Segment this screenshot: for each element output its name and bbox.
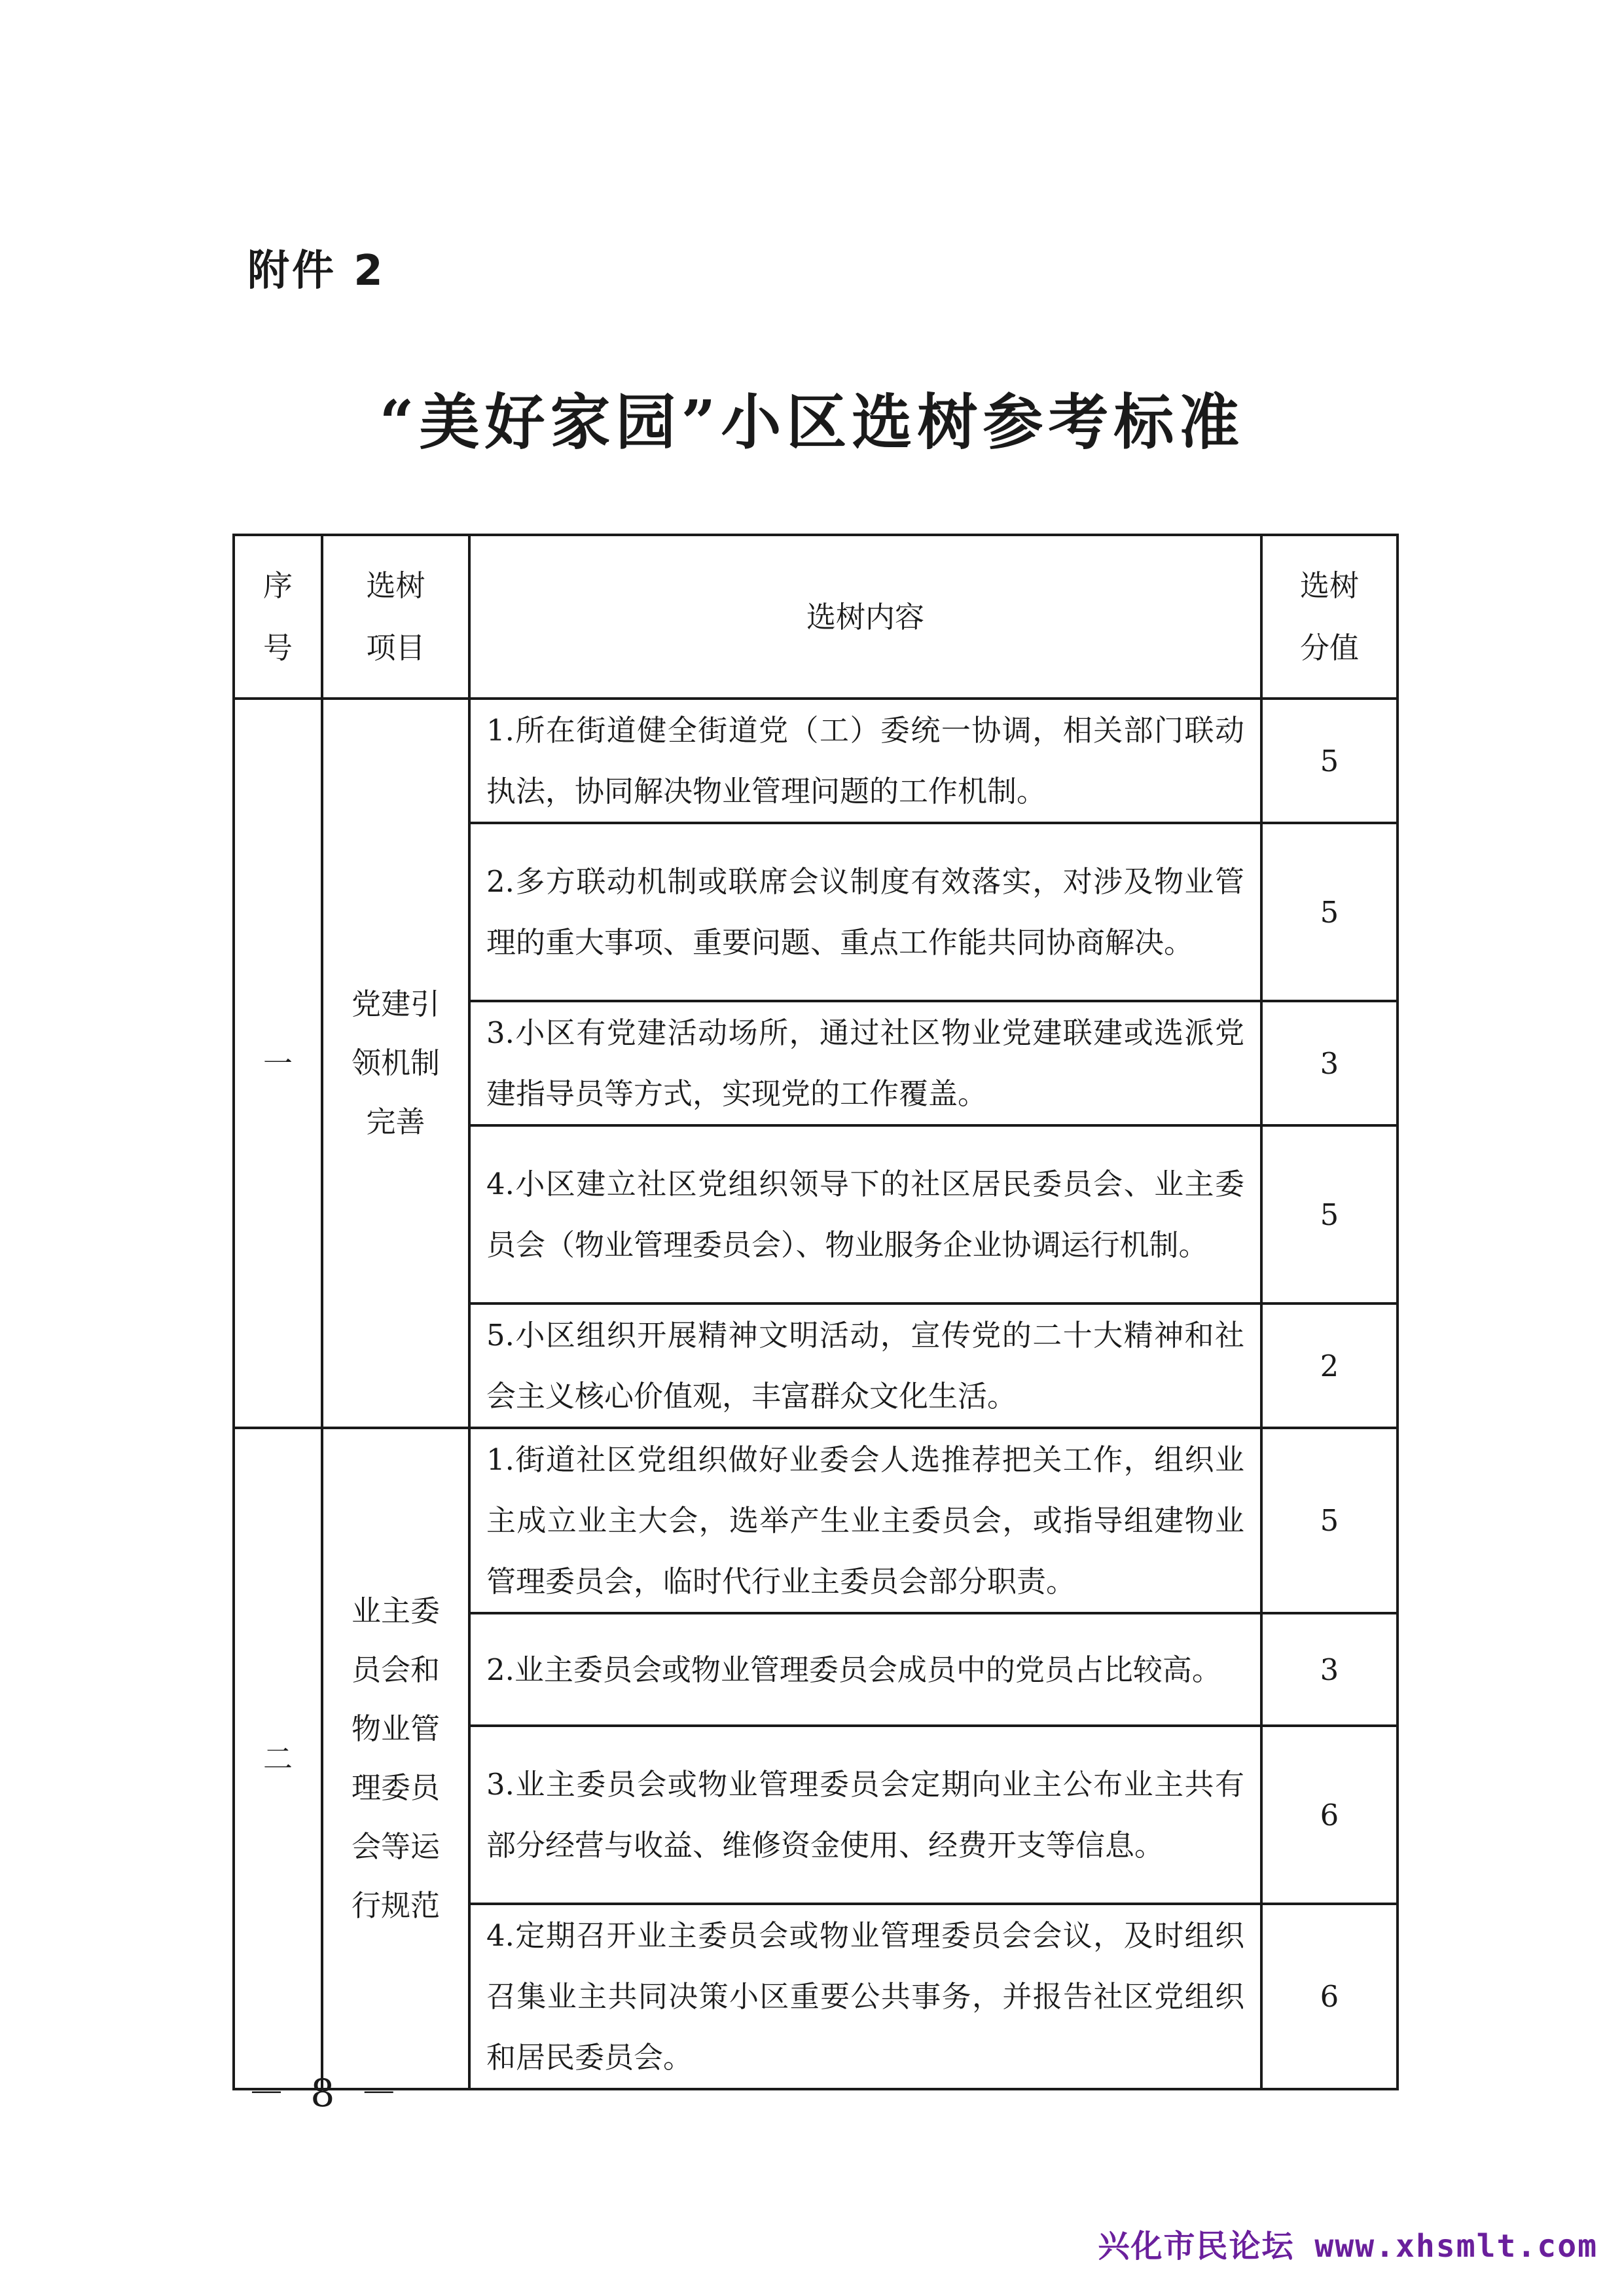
table-row (234, 1428, 1398, 1613)
site-watermark: 兴化市民论坛 www.xhsmlt.com (1098, 2228, 1598, 2265)
header-index (234, 535, 322, 699)
header-content: 选树内容 (469, 535, 1261, 699)
group-item (322, 1428, 469, 2089)
page-number: － 8 － (247, 2071, 405, 2115)
table-header-row (234, 535, 1398, 699)
criterion-content: 3.小区有党建活动场所，通过社区物业党建联建或选派党建指导员等方式，实现党的工作覆盖。 (469, 1001, 1261, 1125)
criterion-score: 6 (1261, 1904, 1398, 2089)
criterion-content: 1.所在街道健全街道党（工）委统一协调，相关部门联动执法，协同解决物业管理问题的工作机制。 (469, 699, 1261, 823)
criterion-content: 1.街道社区党组织做好业委会人选推荐把关工作，组织业主成立业主大会，选举产生业主委员会，或指导组建物业管理委员会，临时代行业主委员会部分职责。 (469, 1428, 1261, 1613)
page-title: “美好家园”小区选树参考标准 (379, 387, 1245, 458)
criterion-score: 5 (1261, 1125, 1398, 1303)
criterion-content: 2.多方联动机制或联席会议制度有效落实，对涉及物业管理的重大事项、重要问题、重点工作能共同协商解决。 (469, 823, 1261, 1001)
criterion-score: 3 (1261, 1613, 1398, 1726)
table-row (234, 699, 1398, 823)
criterion-score: 2 (1261, 1303, 1398, 1428)
header-item-line1: 选树 (366, 568, 425, 603)
criterion-content: 3.业主委员会或物业管理委员会定期向业主公布业主共有部分经营与收益、维修资金使用、经费开支等信息。 (469, 1726, 1261, 1904)
criterion-score: 5 (1261, 823, 1398, 1001)
group-index: 二 (234, 1428, 322, 2089)
criterion-score: 6 (1261, 1726, 1398, 1904)
header-item-line2: 项目 (366, 630, 425, 665)
header-index-line2: 号 (262, 630, 293, 665)
group-index: 一 (234, 699, 322, 1428)
group-item-label: 业主委员会和物业管理委员会等运行规范 (351, 1593, 440, 1923)
criterion-content: 4.小区建立社区党组织领导下的社区居民委员会、业主委员会（物业管理委员会）、物业服务企业协调运行机制。 (469, 1125, 1261, 1303)
criterion-score: 5 (1261, 1428, 1398, 1613)
criterion-content: 4.定期召开业主委员会或物业管理委员会会议，及时组织召集业主共同决策小区重要公共事务，并报告社区党组织和居民委员会。 (469, 1904, 1261, 2089)
criterion-content: 5.小区组织开展精神文明活动，宣传党的二十大精神和社会主义核心价值观，丰富群众文化生活。 (469, 1303, 1261, 1428)
criterion-score: 5 (1261, 699, 1398, 823)
header-index-line1: 序 (262, 568, 293, 603)
criterion-score: 3 (1261, 1001, 1398, 1125)
attachment-label: 附件 2 (247, 247, 386, 295)
header-score (1261, 535, 1398, 699)
group-item-label: 党建引领机制完善 (351, 986, 440, 1139)
header-item (322, 535, 469, 699)
standards-table (232, 534, 1399, 2090)
group-item (322, 699, 469, 1428)
header-score-line2: 分值 (1299, 630, 1359, 665)
header-score-line1: 选树 (1299, 568, 1359, 603)
criterion-content: 2.业主委员会或物业管理委员会成员中的党员占比较高。 (469, 1613, 1261, 1726)
